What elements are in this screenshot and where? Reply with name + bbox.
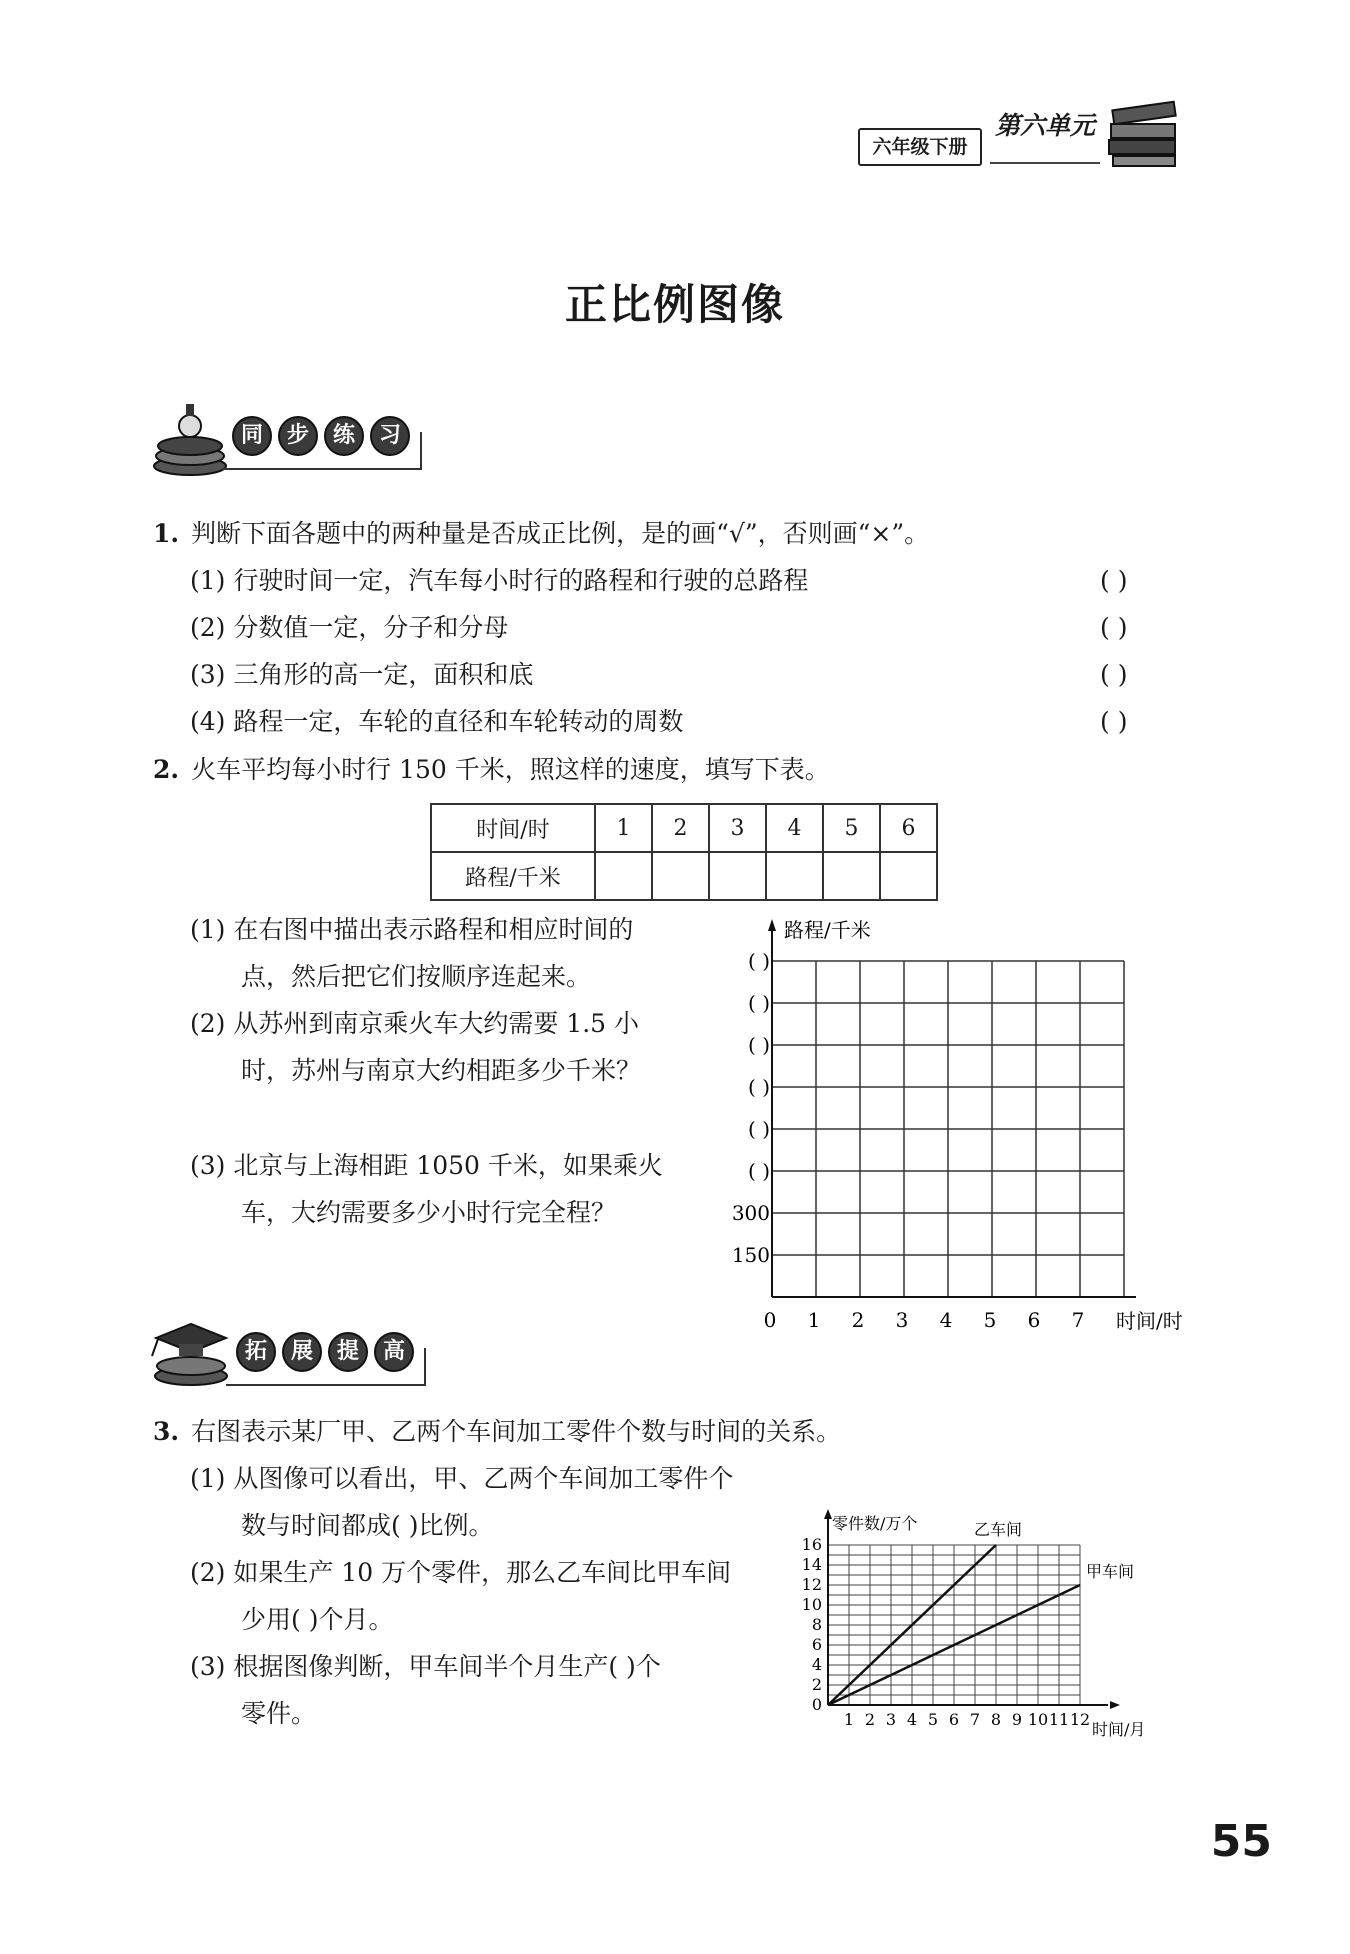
x-axis-label: 时间/月 [1092, 1720, 1146, 1739]
lamp-books-icon [150, 398, 230, 478]
series-label: 甲车间 [1086, 1562, 1135, 1581]
q3-sub-1-cont: 数与时间都成( )比例。 [241, 1511, 494, 1540]
x-tick-label: 9 [1011, 1710, 1023, 1729]
header-divider [990, 162, 1100, 164]
question-3: 3. 右图表示某厂甲、乙两个车间加工零件个数与时间的关系。 [153, 1417, 842, 1446]
y-tick-label: ( ) [748, 949, 770, 973]
q2-sub-3: (3) 北京与上海相距 1050 千米，如果乘火 [190, 1151, 663, 1180]
table-cell: 5 [823, 804, 880, 852]
table-cell: 3 [709, 804, 766, 852]
distance-time-grid-chart[interactable] [700, 905, 1190, 1335]
y-tick-label: 10 [801, 1595, 822, 1614]
badge-char: 提 [328, 1332, 368, 1372]
x-tick-label: 11 [1048, 1710, 1070, 1729]
grade-label: 六年级下册 [858, 128, 982, 166]
q2-sub-3-cont: 车，大约需要多少小时行完全程？ [241, 1198, 617, 1227]
q2-sub-2-cont: 时，苏州与南京大约相距多少千米？ [241, 1056, 642, 1085]
parts-time-line-chart [780, 1495, 1200, 1755]
badge-char: 步 [278, 416, 318, 456]
q3-sub-3: (3) 根据图像判断，甲车间半个月生产( )个 [190, 1652, 661, 1681]
badge-char: 练 [324, 416, 364, 456]
answer-blank[interactable]: ( ) [1100, 660, 1128, 689]
y-tick-label: ( ) [748, 1033, 770, 1057]
x-tick-label: 3 [895, 1308, 909, 1332]
unit-label: 第六单元 [995, 111, 1096, 140]
x-tick-label: 6 [1027, 1308, 1041, 1332]
table-header-cell: 时间/时 [431, 804, 595, 852]
time-distance-table [430, 803, 938, 901]
y-tick-label: 4 [811, 1655, 822, 1674]
q2-sub-2: (2) 从苏州到南京乘火车大约需要 1.5 小 [190, 1009, 640, 1038]
answer-blank[interactable]: ( ) [1100, 613, 1128, 642]
table-cell: 2 [652, 804, 709, 852]
x-tick-label: 1 [807, 1308, 821, 1332]
x-tick-label: 1 [843, 1710, 855, 1729]
q2-sub-1: (1) 在右图中描出表示路程和相应时间的 [190, 915, 634, 944]
y-tick-label: 300 [731, 1201, 770, 1225]
x-tick-label: 2 [864, 1710, 876, 1729]
table-row [431, 852, 937, 900]
badge-underline [226, 1348, 426, 1386]
books-stack-icon [1105, 92, 1185, 172]
answer-cell[interactable] [709, 852, 766, 900]
q3-sub-3-cont: 零件。 [241, 1699, 317, 1728]
y-tick-label: 8 [811, 1615, 822, 1634]
y-axis-arrow [824, 1509, 832, 1519]
table-header-cell: 路程/千米 [431, 852, 595, 900]
y-tick-label: 14 [801, 1555, 822, 1574]
y-tick-label: 6 [811, 1635, 822, 1654]
q3-sub-2-cont: 少用( )个月。 [241, 1605, 394, 1634]
y-tick-label: 12 [801, 1575, 822, 1594]
x-tick-label: 12 [1069, 1710, 1091, 1729]
y-tick-label: 150 [731, 1243, 770, 1267]
table-cell: 6 [880, 804, 937, 852]
table-row [431, 804, 937, 852]
series-label: 乙车间 [974, 1520, 1023, 1539]
answer-blank[interactable]: ( ) [1100, 566, 1128, 595]
x-tick-label: 5 [927, 1710, 939, 1729]
question-2: 2. 火车平均每小时行 150 千米，照这样的速度，填写下表。 [153, 755, 830, 784]
x-tick-label: 0 [763, 1308, 777, 1332]
badge-char: 展 [282, 1332, 322, 1372]
answer-cell[interactable] [823, 852, 880, 900]
x-tick-label: 2 [851, 1308, 865, 1332]
y-tick-label: 0 [811, 1695, 822, 1714]
q1-item: (4) 路程一定，车轮的直径和车轮转动的周数 [190, 707, 684, 736]
y-tick-label: ( ) [748, 991, 770, 1015]
graduation-cap-books-icon [146, 1310, 236, 1390]
table-cell: 1 [595, 804, 652, 852]
badge-char: 同 [232, 416, 272, 456]
page-title: 正比例图像 [564, 280, 785, 329]
x-tick-label: 10 [1027, 1710, 1049, 1729]
x-axis-label: 时间/时 [1116, 1309, 1183, 1333]
x-tick-label: 7 [969, 1710, 981, 1729]
x-tick-label: 5 [983, 1308, 997, 1332]
x-tick-label: 7 [1071, 1308, 1085, 1332]
badge-char: 习 [370, 416, 410, 456]
y-tick-label: 16 [801, 1535, 822, 1554]
table-cell: 4 [766, 804, 823, 852]
x-tick-label: 8 [990, 1710, 1002, 1729]
q1-item: (1) 行驶时间一定，汽车每小时行的路程和行驶的总路程 [190, 566, 809, 595]
q2-sub-1-cont: 点，然后把它们按顺序连起来。 [241, 962, 592, 991]
x-tick-label: 6 [948, 1710, 960, 1729]
y-tick-label: ( ) [748, 1075, 770, 1099]
page-number: 55 [1210, 1816, 1272, 1867]
y-axis-label: 零件数/万个 [832, 1514, 918, 1533]
q3-sub-1: (1) 从图像可以看出，甲、乙两个车间加工零件个 [190, 1464, 734, 1493]
badge-underline [222, 432, 422, 470]
answer-cell[interactable] [880, 852, 937, 900]
answer-cell[interactable] [766, 852, 823, 900]
badge-char: 拓 [236, 1332, 276, 1372]
x-tick-label: 3 [885, 1710, 897, 1729]
answer-cell[interactable] [595, 852, 652, 900]
x-tick-label: 4 [939, 1308, 953, 1332]
q1-item: (2) 分数值一定，分子和分母 [190, 613, 509, 642]
x-tick-label: 4 [906, 1710, 918, 1729]
y-axis-label: 路程/千米 [784, 918, 871, 942]
y-axis-arrow [768, 919, 776, 931]
y-tick-label: ( ) [748, 1117, 770, 1141]
q3-sub-2: (2) 如果生产 10 万个零件，那么乙车间比甲车间 [190, 1558, 732, 1587]
y-tick-label: ( ) [748, 1159, 770, 1183]
x-axis-arrow [1110, 1701, 1120, 1709]
answer-blank[interactable]: ( ) [1100, 707, 1128, 736]
question-1: 1. 判断下面各题中的两种量是否成正比例，是的画“√”，否则画“×”。 [153, 519, 930, 548]
answer-cell[interactable] [652, 852, 709, 900]
q1-item: (3) 三角形的高一定，面积和底 [190, 660, 534, 689]
y-tick-label: 2 [811, 1675, 822, 1694]
badge-char: 高 [374, 1332, 414, 1372]
